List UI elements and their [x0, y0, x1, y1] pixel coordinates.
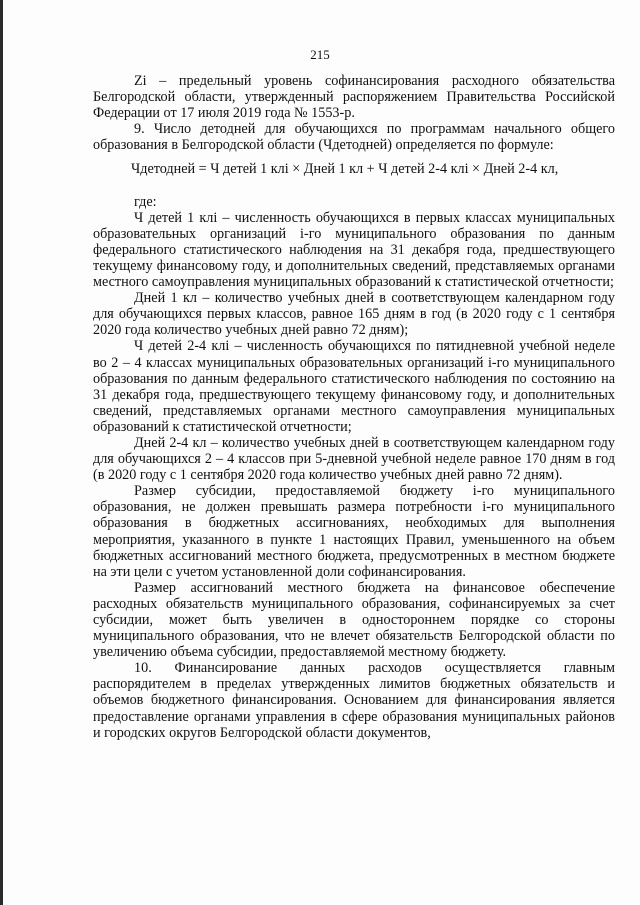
paragraph-days-grade-1: Дней 1 кл – количество учебных дней в соответствующем календарном году для обучающихся первых классов, равное 165 дням в год (в 2020 году с 1 сентября 2020 года количество учебных дней равно 72 дням); — [93, 290, 615, 339]
formula: Чдетодней = Ч детей 1 клi × Дней 1 кл + Ч детей 2-4 клi × Дней 2-4 кл, — [131, 161, 559, 178]
paragraph-item-10: 10. Финансирование данных расходов осуществляется главным распорядителем в пределах утвержденных лимитов бюджетных обязательств и объемов бюджетного финансирования. Основанием для финансирования является предоставление органами управления в сфере образования муниципальных районов и городских округов Белгородской области документов, — [93, 660, 615, 741]
page-number: 215 — [310, 47, 330, 62]
paragraph-days-grade-2-4: Дней 2-4 кл – количество учебных дней в соответствующем календарном году для обучающихся 2 – 4 классов при 5-дневной учебной неделе равное 170 дням в год (в 2020 году с 1 сентября 2020 года количество учебных дней равно 72 дням). — [93, 434, 615, 484]
paragraph-item-9: 9. Число детодней для обучающихся по программам начального общего образования в Белгородской области (Чдетодней) определяется по формуле: — [93, 121, 615, 154]
paragraph-children-grade-1: Ч детей 1 клi – численность обучающихся в первых классах муниципальных образовательных организаций i-го муниципального образования по данным федерального статистического наблюдения на 31 декабря года, предшествующего текущему финансовому году, и дополнительных сведений, представляемых органами местного самоуправления муниципальных образований к статистической отчетности; — [93, 209, 615, 291]
document-body — [93, 73, 615, 741]
paragraph-subsidy-size: Размер субсидии, предоставляемой бюджету i-го муниципального образования, не должен превышать размера потребности i-го муниципального образования в бюджетных ассигнованиях, необходимых для выполнения мероприятия, указанного в пункте 1 настоящих Правил, уменьшенного на объем бюджетных ассигнований местного бюджета, предусмотренных в местном бюджете на эти цели с учетом установленной доли софинансирования. — [93, 483, 615, 580]
paragraph-children-grade-2-4: Ч детей 2-4 клi – численность обучающихся по пятидневной учебной неделе во 2 – 4 классах муниципальных образовательных организаций i-го муниципального образования по данным федерального статистического наблюдения по состоянию на 31 декабря года, предшествующего текущему финансовому году, и дополнительных сведений, представляемых органами местного самоуправления муниципальных образований к статистической отчетности; — [93, 338, 615, 435]
paragraph-where: где: — [134, 193, 157, 210]
paragraph-zi-definition: Zi – предельный уровень софинансирования расходного обязательства Белгородской области, утвержденный распоряжением Правительства Российской Федерации от 17 июля 2019 года № 1553-р. — [93, 73, 615, 122]
paragraph-local-budget: Размер ассигнований местного бюджета на финансовое обеспечение расходных обязательств муниципального образования, софинансируемых за счет субсидии, может быть увеличен в одностороннем порядке со стороны муниципального образования, что не влечет обязательств Белгородской области по увеличению объема субсидии, предоставляемой местному бюджету. — [93, 579, 615, 661]
scan-edge — [0, 0, 3, 905]
